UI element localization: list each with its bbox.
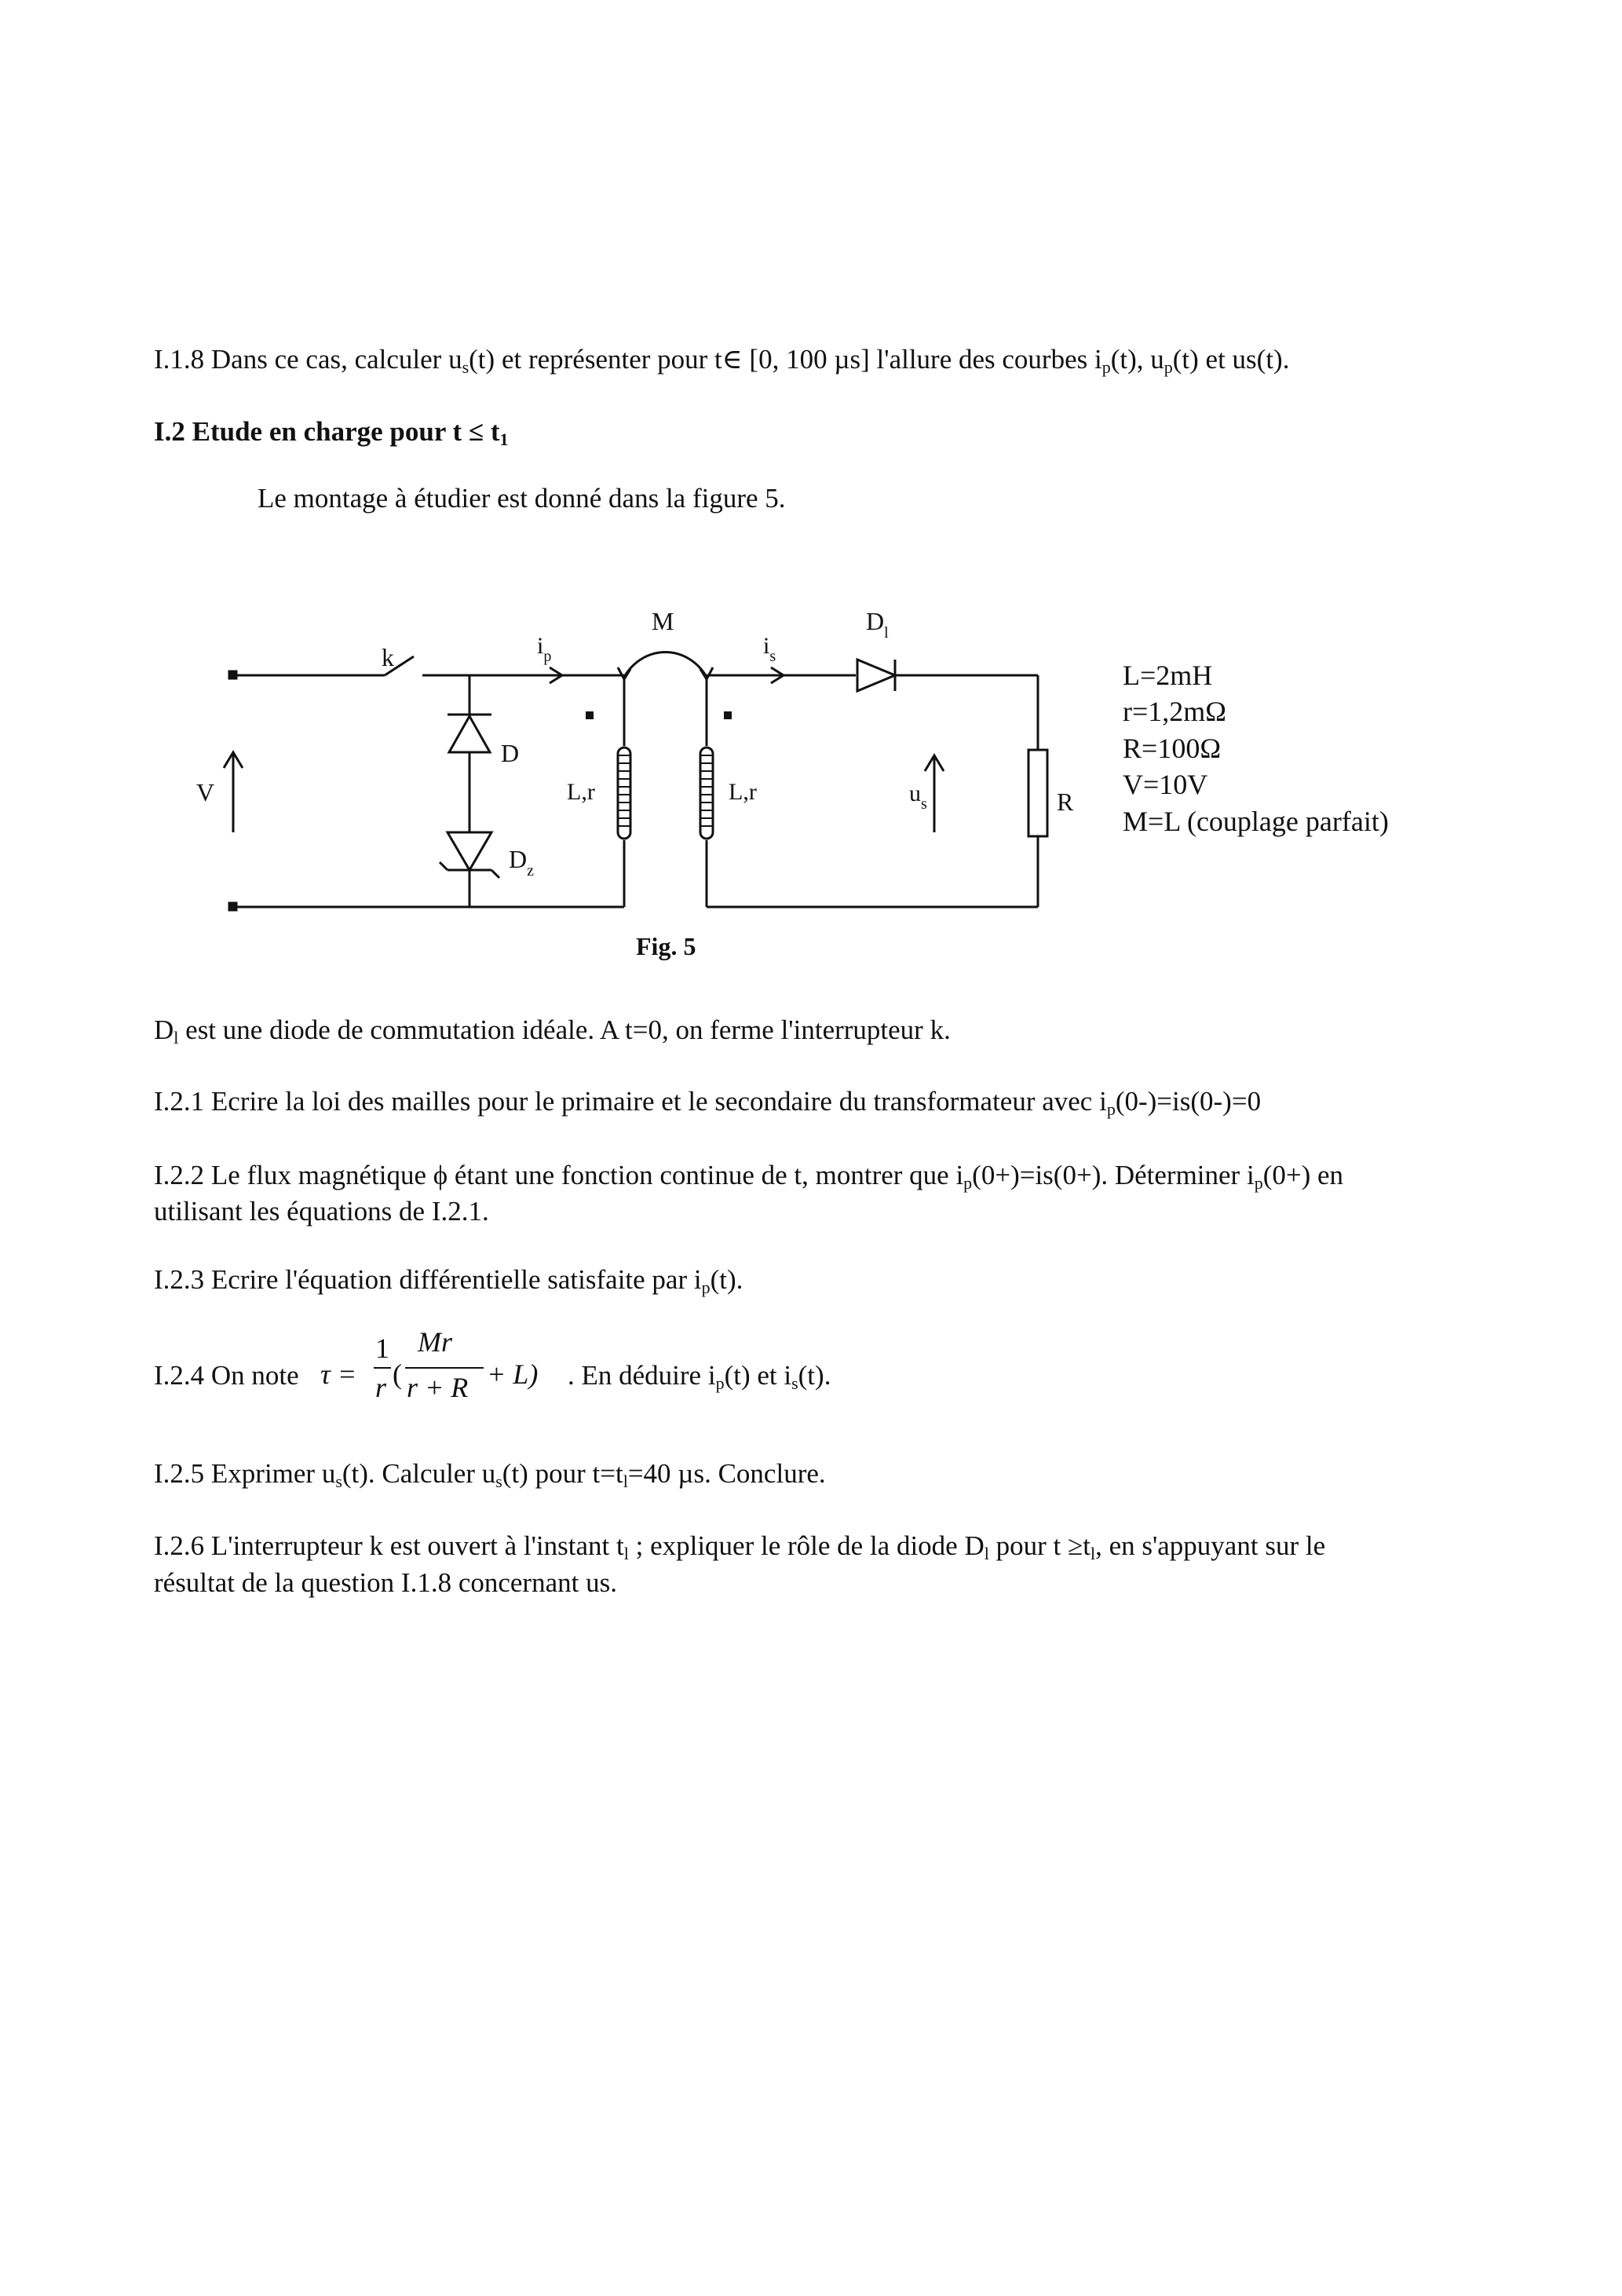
fraction-bar	[374, 1367, 391, 1369]
figure-caption: Fig. 5	[636, 932, 696, 960]
question-1-2-6: I.2.6 L'interrupteur k est ouvert à l'instant $t_l$ ; expliquer le rôle de la diode $D_l$ pour $t \ge t_l$, en s'appuyant sur le	[154, 1530, 1326, 1563]
mutual-coupling-arc	[624, 653, 707, 678]
param-item: V=10V	[1123, 769, 1208, 800]
zener-dz-icon	[448, 832, 491, 870]
param-item: r=1,2mΩ	[1123, 696, 1227, 727]
formula-denominator-2: r + R	[407, 1372, 469, 1403]
formula-open-paren: (	[393, 1358, 402, 1390]
formula-denominator-1: r	[375, 1372, 387, 1403]
param-item: L=2mH	[1123, 660, 1213, 691]
formula-tau: τ =	[320, 1358, 357, 1390]
question-1-2-1: I.2.1 Ecrire la loi des mailles pour le primaire et le secondaire du transformateur avec $i_p(0-)=is(0-)=0$	[154, 1086, 1262, 1119]
parameters-list	[1123, 660, 1389, 837]
param-item: R=100Ω	[1123, 733, 1222, 764]
question-1-2-6-continued: résultat de la question I.1.8 concernant us.	[154, 1567, 617, 1598]
label-v: V	[196, 778, 215, 806]
question-1-1-8: I.1.8 Dans ce cas, calculer $u_s(t)$ et représenter pour t∈ [0, 100 µs] l'allure des courbes $i_p(t)$, $u_p(t)$ et us(t).	[154, 344, 1290, 377]
resistor-r-icon	[1028, 750, 1047, 836]
question-1-2-5: I.2.5 Exprimer $u_s(t)$. Calculer $u_s(t)$ pour $t=t_l=40$ µs. Conclure.	[154, 1458, 826, 1491]
question-1-2-2-continued: utilisant les équations de I.2.1.	[154, 1196, 489, 1227]
polarity-dot-secondary	[724, 711, 732, 719]
formula-numerator-1: 1	[375, 1333, 389, 1364]
question-1-2-4: I.2.4 On note	[154, 1360, 299, 1391]
question-1-2-3: I.2.3 Ecrire l'équation différentielle satisfaite par $i_p(t)$.	[154, 1264, 743, 1297]
label-ip: $i_p$	[537, 633, 552, 665]
question-1-2-2: I.2.2 Le flux magnétique ϕ étant une fonction continue de t, montrer que $i_p(0+)=is(0+)$. Déterminer $i_p(0+)$ en	[154, 1160, 1344, 1193]
diode-d1-description: $D_l$ est une diode de commutation idéale. A t=0, on ferme l'interrupteur k.	[154, 1015, 951, 1047]
label-lr-primary: L,r	[567, 779, 595, 805]
primary-coil-icon	[618, 748, 630, 839]
terminal-top	[229, 671, 236, 678]
diode-d-icon	[449, 716, 490, 752]
terminal-bottom	[229, 903, 236, 910]
label-lr-secondary: L,r	[729, 779, 757, 805]
formula-tail: + L)	[487, 1358, 539, 1390]
formula-numerator-2: Mr	[418, 1326, 452, 1358]
label-r: R	[1057, 788, 1074, 816]
label-is: $i_s$	[763, 633, 776, 665]
label-dz: $D_z$	[509, 845, 534, 879]
label-k: k	[382, 643, 394, 671]
label-us: $u_s$	[909, 781, 927, 813]
fraction-bar	[405, 1367, 484, 1369]
label-d1: $D_l$	[866, 607, 889, 642]
circuit-diagram	[0, 0, 1622, 942]
label-m: M	[652, 607, 674, 635]
section-title-i2: I.2 Etude en charge pour $t \le t_1$	[154, 416, 509, 449]
question-1-2-4-deduce: . En déduire $i_p(t)$ et $i_s(t)$.	[568, 1360, 831, 1393]
secondary-coil-icon	[700, 748, 713, 839]
intro-text: Le montage à étudier est donné dans la figure 5.	[258, 483, 786, 514]
label-d: D	[501, 739, 520, 767]
param-item: M=L (couplage parfait)	[1123, 806, 1389, 837]
diode-d1-icon	[857, 660, 895, 691]
polarity-dot-primary	[586, 711, 594, 719]
tau-formula	[320, 1325, 556, 1411]
